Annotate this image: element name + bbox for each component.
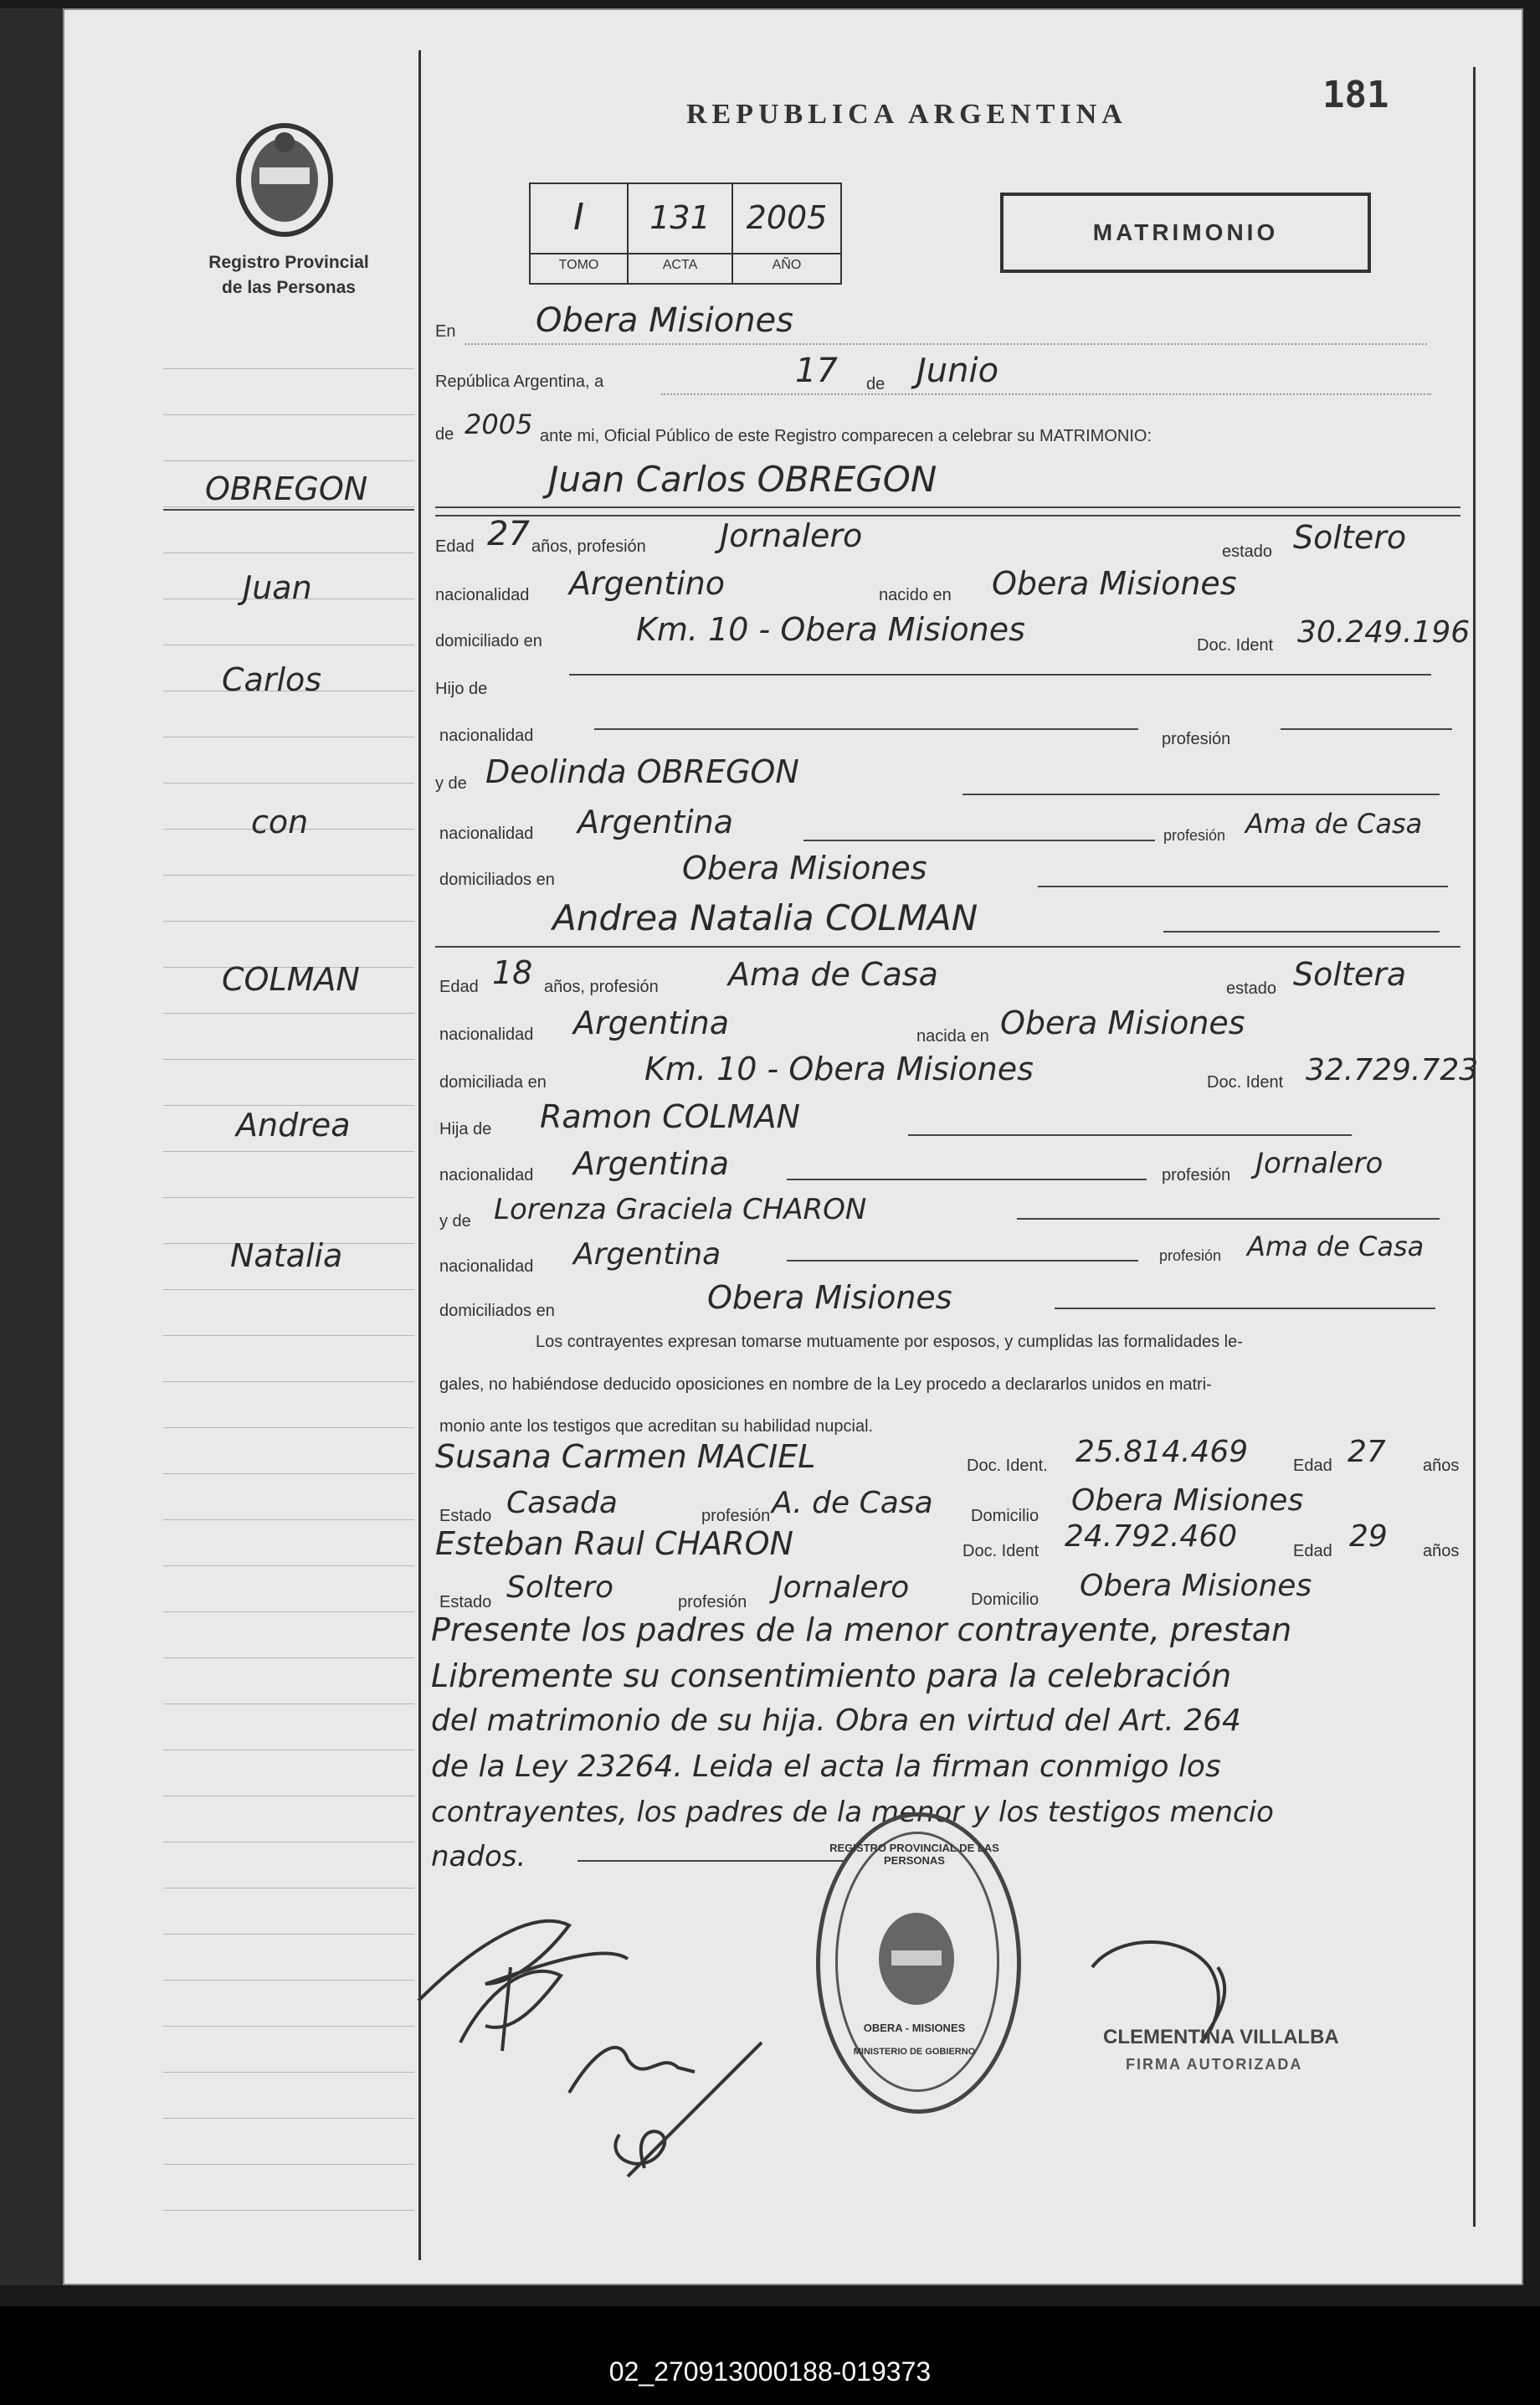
note-line2: Libremente su consentimiento para la celebración xyxy=(431,1657,1232,1694)
margin-ruled-line xyxy=(163,1565,414,1566)
groom-mother-line xyxy=(963,794,1440,795)
bride-father: Ramon COLMAN xyxy=(540,1098,800,1135)
margin-ruled-line xyxy=(163,2026,414,2027)
note-line6: nados. xyxy=(431,1840,526,1873)
date-line xyxy=(661,393,1431,395)
witness1-doc-label: Doc. Ident. xyxy=(967,1457,1048,1475)
scan-footer-bar xyxy=(0,2306,1540,2405)
witness1-anos-label: años xyxy=(1423,1457,1460,1475)
page-number: 181 xyxy=(1322,74,1389,116)
groom-estado-label: estado xyxy=(1222,542,1273,561)
groom-mother: Deolinda OBREGON xyxy=(485,753,799,790)
groom-domiciliados-label: domiciliados en xyxy=(439,871,555,889)
groom-name: Juan Carlos OBREGON xyxy=(548,459,937,500)
margin-ruled-line xyxy=(163,1197,414,1198)
tomo-value: I xyxy=(573,196,584,239)
bride-mother-nac-label: nacionalidad xyxy=(439,1257,534,1276)
bride-hija-label: Hija de xyxy=(439,1120,492,1138)
groom-father-nac-line xyxy=(594,728,1138,730)
book-spine xyxy=(0,8,63,2285)
bride-name-line2 xyxy=(435,946,1460,948)
bride-doc: 32.729.723 xyxy=(1306,1053,1479,1087)
intro-year: 2005 xyxy=(465,409,533,440)
en-label: En xyxy=(435,322,456,341)
groom-mother-prof: Ama de Casa xyxy=(1245,808,1423,840)
bride-name-line xyxy=(1163,931,1440,933)
republica-label: República Argentina, a xyxy=(435,373,604,391)
witness1-domicilio-label: Domicilio xyxy=(971,1507,1040,1525)
margin-note-given2-groom: Carlos xyxy=(222,661,322,698)
groom-mother-nac-line xyxy=(803,840,1155,841)
witness2-profesion-label: profesión xyxy=(678,1593,747,1611)
margin-ruled-line xyxy=(163,1381,414,1382)
margin-ruled-line xyxy=(163,2164,414,2165)
groom-father-nac-label: nacionalidad xyxy=(439,727,534,745)
official-title: FIRMA AUTORIZADA xyxy=(1126,2056,1303,2073)
bride-nacida-label: nacida en xyxy=(916,1027,989,1046)
witness2-name: Esteban Raul CHARON xyxy=(435,1525,793,1562)
intro-place: Obera Misiones xyxy=(536,301,794,340)
bride-nacionalidad: Argentina xyxy=(573,1005,730,1041)
margin-ruled-line xyxy=(163,460,414,461)
groom-profesion: Jornalero xyxy=(720,517,863,554)
margin-ruled-line xyxy=(163,921,414,922)
bride-profesion: Ama de Casa xyxy=(728,956,938,993)
groom-domiciliados-line xyxy=(1038,886,1448,887)
margin-note-con: con xyxy=(251,804,309,840)
witness2-estado: Soltero xyxy=(506,1570,613,1605)
bride-domiciliados: Obera Misiones xyxy=(707,1279,952,1316)
margin-ruled-line xyxy=(163,414,414,415)
groom-father-line xyxy=(569,674,1431,676)
registry-name-line1: Registro Provincial xyxy=(208,253,369,272)
ano-label: AÑO xyxy=(772,258,802,272)
groom-father-prof-line xyxy=(1281,728,1452,730)
note-line1: Presente los padres de la menor contrayente, prestan xyxy=(431,1611,1292,1648)
bride-domicilio: Km. 10 - Obera Misiones xyxy=(644,1051,1034,1087)
acta-label: ACTA xyxy=(662,258,698,272)
margin-ruled-line xyxy=(163,2072,414,2073)
groom-profesion-label: años, profesión xyxy=(531,537,646,556)
margin-ruled-line xyxy=(163,1427,414,1428)
coat-of-arms-icon xyxy=(230,117,339,243)
bride-profesion-label: años, profesión xyxy=(544,978,659,996)
groom-nac-label: nacionalidad xyxy=(435,586,530,604)
groom-name-line xyxy=(435,506,1460,508)
groom-mother-nac: Argentina xyxy=(578,804,734,840)
witness1-estado-label: Estado xyxy=(439,1507,492,1525)
groom-doc-label: Doc. Ident xyxy=(1197,636,1274,655)
margin-ruled-line xyxy=(163,1657,414,1658)
margin-note-surname-bride: COLMAN xyxy=(222,961,360,998)
witness2-domicilio: Obera Misiones xyxy=(1080,1569,1312,1603)
groom-estado: Soltero xyxy=(1293,519,1407,556)
margin-ruled-line xyxy=(163,875,414,876)
bride-nacida: Obera Misiones xyxy=(1000,1005,1245,1041)
groom-domicilio-label: domiciliado en xyxy=(435,632,542,650)
groom-edad: 27 xyxy=(487,515,530,553)
groom-domiciliados: Obera Misiones xyxy=(682,850,927,886)
declaration-line3: monio ante los testigos que acreditan su habilidad nupcial. xyxy=(439,1417,874,1436)
margin-ruled-line xyxy=(163,368,414,369)
record-type: MATRIMONIO xyxy=(1092,219,1279,245)
de-label: de xyxy=(866,375,886,393)
witness1-estado: Casada xyxy=(506,1486,618,1520)
groom-hijo-label: Hijo de xyxy=(435,680,488,698)
groom-father-prof-label: profesión xyxy=(1162,730,1231,748)
bride-edad: 18 xyxy=(492,954,533,991)
witness2-domicilio-label: Domicilio xyxy=(971,1590,1040,1609)
note-line4: de la Ley 23264. Leida el acta la firman conmigo los xyxy=(431,1750,1221,1784)
note-closing-line xyxy=(578,1860,845,1862)
acta-value: 131 xyxy=(649,199,711,236)
official-name: CLEMENTINA VILLALBA xyxy=(1103,2026,1339,2048)
witness2-edad: 29 xyxy=(1349,1519,1388,1554)
witness2-profesion: Jornalero xyxy=(774,1570,910,1605)
witness2-edad-label: Edad xyxy=(1293,1542,1332,1560)
margin-ruled-line xyxy=(163,1335,414,1336)
margin-ruled-line xyxy=(163,1105,414,1106)
witness1-edad-label: Edad xyxy=(1293,1457,1332,1475)
column-divider-right xyxy=(1473,67,1476,2227)
bride-doc-label: Doc. Ident xyxy=(1207,1073,1284,1092)
bride-mother-nac-line xyxy=(787,1260,1138,1262)
bride-father-nac-label: nacionalidad xyxy=(439,1166,534,1185)
registry-seal xyxy=(816,1812,1021,2114)
margin-ruled-line xyxy=(163,1151,414,1152)
bride-father-nac: Argentina xyxy=(573,1145,730,1182)
bride-edad-label: Edad xyxy=(439,978,479,996)
groom-doc: 30.249.196 xyxy=(1297,615,1471,650)
witness1-domicilio: Obera Misiones xyxy=(1071,1483,1304,1518)
groom-mother-prof-label: profesión xyxy=(1163,827,1226,844)
margin-ruled-line xyxy=(163,1289,414,1290)
ante-text: ante mi, Oficial Público de este Registro comparecen a celebrar su MATRIMONIO: xyxy=(540,427,1152,445)
witness2-anos-label: años xyxy=(1423,1542,1460,1560)
intro-month: Junio xyxy=(916,352,999,390)
groom-yde-label: y de xyxy=(435,774,467,793)
bride-father-line xyxy=(908,1134,1352,1136)
margin-ruled-line xyxy=(163,1013,414,1014)
tomo-label: TOMO xyxy=(558,258,599,272)
bride-mother-prof-label: profesión xyxy=(1159,1247,1222,1264)
seal-ring-text: REGISTRO PROVINCIAL DE LAS PERSONAS xyxy=(829,1842,999,1867)
witness2-estado-label: Estado xyxy=(439,1593,492,1611)
witness2-doc-label: Doc. Ident xyxy=(963,1542,1040,1560)
margin-ruled-line xyxy=(163,1059,414,1060)
intro-day: 17 xyxy=(795,352,838,390)
witness2-doc: 24.792.460 xyxy=(1065,1519,1238,1554)
seal-emblem-icon xyxy=(870,1909,963,2009)
de2-label: de xyxy=(435,425,454,444)
groom-name-line2 xyxy=(435,515,1460,516)
groom-nacido: Obera Misiones xyxy=(992,565,1237,602)
groom-edad-label: Edad xyxy=(435,537,475,556)
margin-ruled-line xyxy=(163,1519,414,1520)
bride-mother-line xyxy=(1017,1218,1440,1220)
signatures-drawing xyxy=(410,1892,795,2193)
groom-nacido-label: nacido en xyxy=(879,586,952,604)
scan-filename: 02_270913000188-019373 xyxy=(608,2356,932,2387)
margin-note-given2-bride: Natalia xyxy=(230,1237,343,1274)
margin-ruled-line xyxy=(163,1888,414,1889)
groom-nacionalidad: Argentino xyxy=(569,565,725,602)
place-line xyxy=(465,343,1427,345)
seal-ministry-text: MINISTERIO DE GOBIERNO xyxy=(853,2047,976,2057)
bride-domicilio-label: domiciliada en xyxy=(439,1073,547,1092)
margin-ruled-line xyxy=(163,2118,414,2119)
witness1-profesion: A. de Casa xyxy=(772,1486,933,1520)
margin-note-surname-groom: OBREGON xyxy=(205,470,368,507)
bride-mother-nac: Argentina xyxy=(573,1237,721,1272)
bride-domiciliados-label: domiciliados en xyxy=(439,1302,555,1320)
margin-surname-underline xyxy=(163,509,414,511)
margin-ruled-line xyxy=(163,1934,414,1935)
bride-father-prof-label: profesión xyxy=(1162,1166,1231,1185)
witness1-name: Susana Carmen MACIEL xyxy=(435,1438,816,1475)
margin-ruled-line xyxy=(163,1980,414,1981)
margin-note-given1-bride: Andrea xyxy=(236,1107,351,1143)
groom-domicilio: Km. 10 - Obera Misiones xyxy=(636,611,1025,648)
bride-mother-prof: Ama de Casa xyxy=(1247,1231,1424,1262)
margin-note-given1-groom: Juan xyxy=(243,569,312,606)
declaration-line1: Los contrayentes expresan tomarse mutuamente por esposos, y cumplidas las formalidades le- xyxy=(536,1333,1243,1351)
note-line3: del matrimonio de su hija. Obra en virtud del Art. 264 xyxy=(431,1704,1241,1738)
margin-ruled-line xyxy=(163,1473,414,1474)
groom-mother-nac-label: nacionalidad xyxy=(439,825,534,843)
witness1-profesion-label: profesión xyxy=(701,1507,771,1525)
margin-ruled-line xyxy=(163,783,414,784)
note-line5: contrayentes, los padres de la menor y los testigos mencio xyxy=(431,1796,1274,1829)
bride-domiciliados-line xyxy=(1055,1308,1435,1309)
witness1-doc: 25.814.469 xyxy=(1075,1435,1249,1469)
record-id-box xyxy=(529,182,842,285)
margin-ruled-line xyxy=(163,2210,414,2211)
record-type-box xyxy=(1000,193,1371,273)
bride-estado-label: estado xyxy=(1226,979,1277,998)
margin-ruled-line xyxy=(163,1611,414,1612)
ano-value: 2005 xyxy=(746,199,828,236)
bride-yde-label: y de xyxy=(439,1212,471,1231)
declaration-line2: gales, no habiéndose deducido oposiciones en nombre de la Ley procedo a declararlos unidos en matri- xyxy=(439,1375,1212,1394)
bride-mother: Lorenza Graciela CHARON xyxy=(494,1193,867,1226)
bride-father-prof: Jornalero xyxy=(1255,1147,1383,1180)
bride-nac-label: nacionalidad xyxy=(439,1025,534,1044)
bride-estado: Soltera xyxy=(1293,956,1407,993)
country-heading: REPUBLICA ARGENTINA xyxy=(686,99,1127,130)
witness1-edad: 27 xyxy=(1348,1435,1386,1469)
bride-name: Andrea Natalia COLMAN xyxy=(552,897,978,938)
registry-name-line2: de las Personas xyxy=(222,278,356,297)
seal-lower-text: OBERA - MISIONES xyxy=(863,2022,966,2034)
bride-father-nac-line xyxy=(787,1179,1147,1180)
margin-ruled-line xyxy=(163,552,414,553)
